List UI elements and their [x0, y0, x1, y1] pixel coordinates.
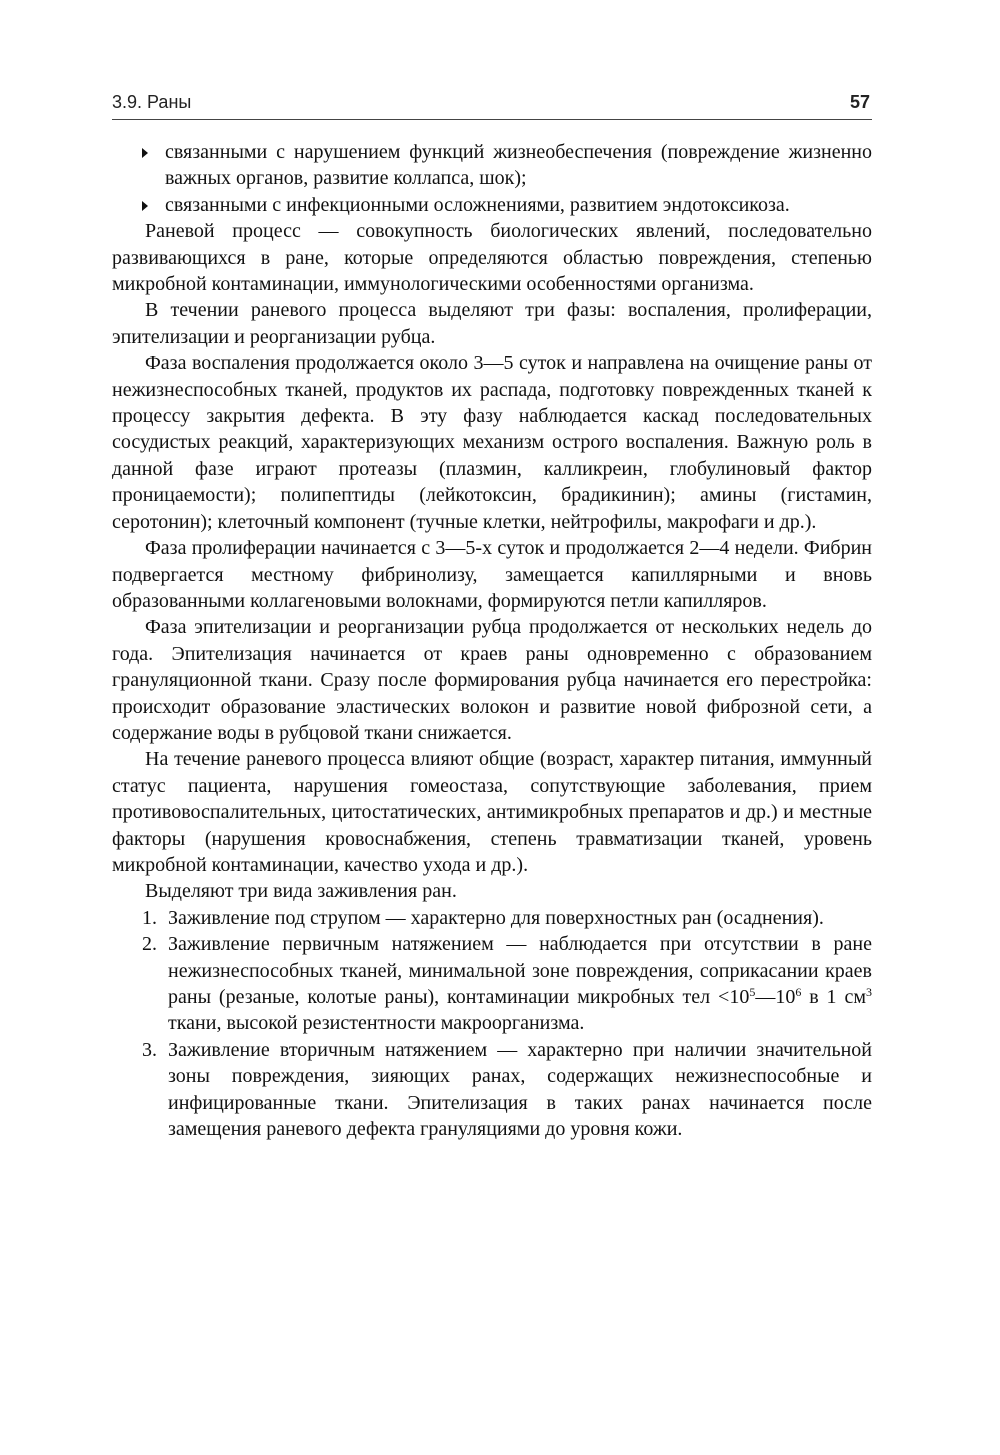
paragraph-factors: На течение раневого процесса влияют общие (возраст, характер питания, иммунный статус пациента, нарушения гомеостаза, сопутствующие заболевания, прием противовоспалительных, цитостатических, антимикробных препаратов и др.) и местные факторы (нарушения кровоснабжения, степень травматизации тканей, уровень микробной контаминации, качество ухода и др.). [112, 748, 872, 876]
header-rule [112, 119, 872, 120]
paragraph-healing-types: Выделяют три вида заживления ран. [145, 880, 457, 903]
triangle-bullet-icon [142, 201, 148, 211]
page-body [112, 139, 872, 1142]
paragraph-phases: В течении раневого процесса выделяют три фазы: воспаления, пролиферации, эпителизации и реорганизации рубца. [112, 299, 872, 348]
list-number: 1. [142, 906, 157, 929]
page-number: 57 [849, 92, 870, 112]
list-item [112, 1037, 872, 1143]
triangle-bullet-icon [142, 148, 148, 158]
section-title: 3.9. Раны [112, 92, 192, 112]
bullet-item [112, 139, 872, 192]
paragraph-proliferation: Фаза пролиферации начинается с 3—5-х суток и продолжается 2—4 недели. Фибрин подвергается местному фибринолизу, замещается капиллярными и вновь образованными коллагеновыми волокнами, формируются петли капилляров. [112, 537, 872, 612]
list-number: 2. [142, 933, 157, 956]
paragraph-inflammation: Фаза воспаления продолжается около 3—5 суток и направлена на очищение раны от нежизнеспособных тканей, продуктов их распада, подготовку поврежденных тканей к процессу закрытия дефекта. В эту фазу наблюдается каскад последовательных сосудистых реакций, характеризующих механизм острого воспаления. Важную роль в данной фазе играют протеазы (плазмин, калликреин, глобулиновый фактор проницаемости); полипептиды (лейкотоксин, брадикинин); амины (гистамин, серотонин); клеточный компонент (тучные клетки, нейтрофилы, макрофаги и др.). [112, 352, 872, 533]
list-text: ткани, высокой резистентности макроорганизма. [168, 1012, 585, 1035]
superscript: 5 [749, 985, 756, 999]
list-text: Заживление вторичным натяжением — характерно при наличии значительной зоны повреждения, зияющих ранах, содержащих нежизнеспособные и инфицированные ткани. Эпителизация в таких ранах начинается после замещения раневого дефекта грануляциями до уровня кожи. [168, 1038, 872, 1141]
list-item [112, 931, 872, 1037]
list-number: 3. [142, 1038, 157, 1061]
bullet-text: связанными с нарушением функций жизнеобеспечения (повреждение жизненно важных органов, развитие коллапса, шок); [165, 141, 872, 190]
list-text: —10 [755, 986, 796, 1008]
list-text: Заживление под струпом — характерно для поверхностных ран (осаднения). [168, 906, 824, 929]
running-header [112, 92, 870, 114]
list-text: в 1 см [801, 986, 866, 1008]
bullet-item [112, 192, 872, 218]
bullet-text: связанными с инфекционными осложнениями, развитием эндотоксикоза. [165, 193, 790, 216]
list-text: Заживление первичным натяжением — наблюдается при отсутствии в ране нежизнеспособных тканей, минимальной зоне повреждения, соприкасании краев раны (резаные, колотые раны), контаминации микробных тел <10 [168, 933, 872, 1008]
superscript: 6 [795, 985, 802, 999]
paragraph-wound-process: Раневой процесс — совокупность биологических явлений, последовательно развивающихся в ране, которые определяются областью повреждения, степенью микробной контаминации, иммунологическими особенностями организма. [112, 220, 872, 296]
list-item [112, 905, 872, 931]
paragraph-epithelization: Фаза эпителизации и реорганизации рубца продолжается от нескольких недель до года. Эпителизация начинается от краев раны одновременно с образованием грануляционной ткани. Сразу после формирования рубца начинается его перестройка: происходит образование эластических волокон и развитие новой фиброзной сети, а содержание воды в рубцовой ткани снижается. [112, 616, 872, 744]
superscript: 3 [866, 985, 872, 999]
